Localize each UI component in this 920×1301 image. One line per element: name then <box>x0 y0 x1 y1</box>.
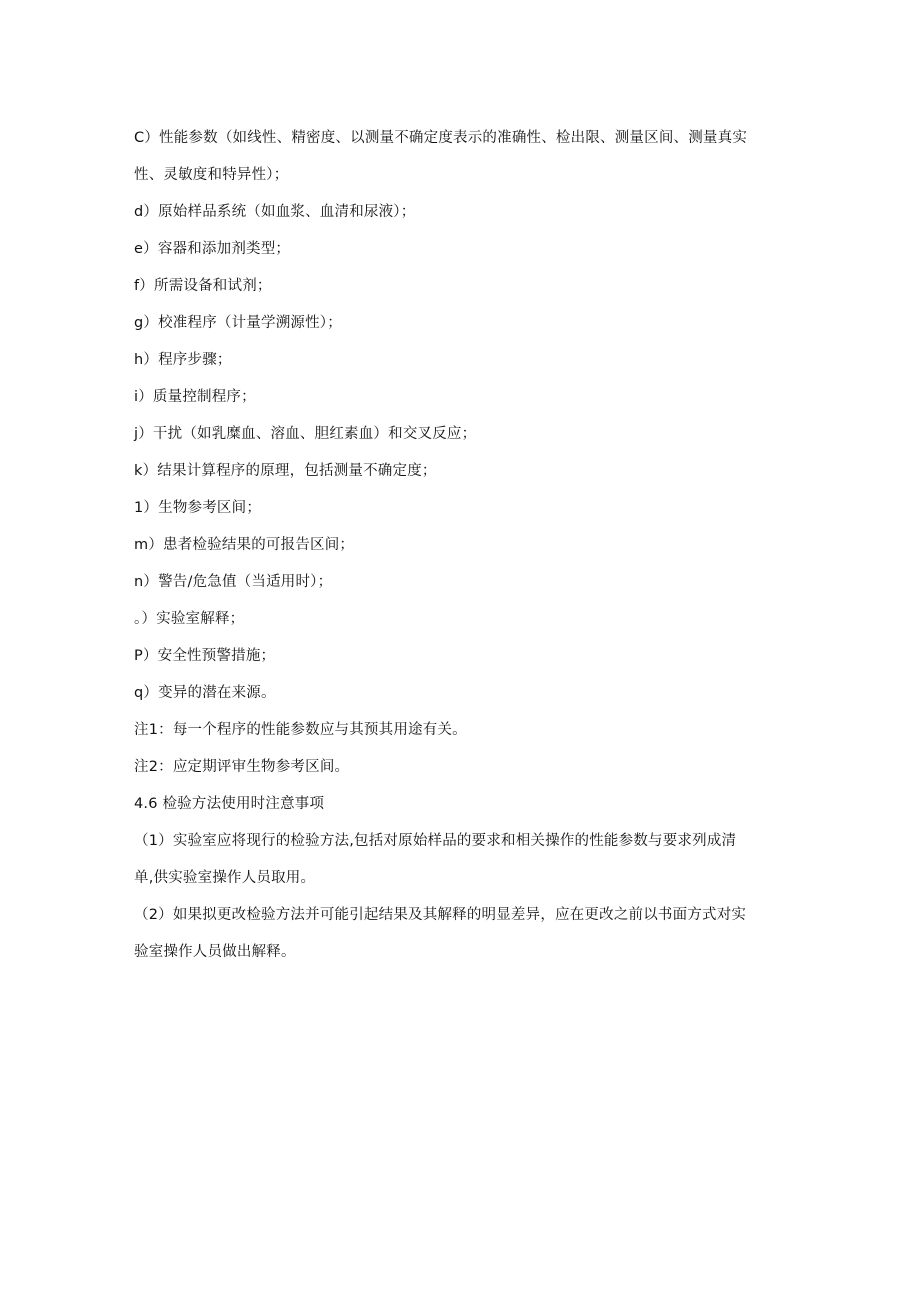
list-item-m: m）患者检验结果的可报告区间； <box>134 537 355 553</box>
section-heading-4-6: 4.6 检验方法使用时注意事项 <box>134 796 325 812</box>
list-item-h: h）程序步骤； <box>134 352 232 368</box>
list-item-k: k）结果计算程序的原理，包括测量不确定度； <box>134 463 437 479</box>
list-item-q: q）变异的潜在来源。 <box>134 685 276 701</box>
paragraph-2-line-1: （2）如果拟更改检验方法并可能引起结果及其解释的明显差异，应在更改之前以书面方式对实 <box>134 907 747 923</box>
list-item-c-line-2: 性、灵敏度和特异性）； <box>134 167 289 183</box>
note-1: 注1：每一个程序的性能参数应与其预其用途有关。 <box>134 722 467 738</box>
list-item-f: f）所需设备和试剂； <box>134 278 272 294</box>
list-item-g: g）校准程序（计量学溯源性）； <box>134 315 342 331</box>
paragraph-2-line-2: 验室操作人员做出解释。 <box>134 944 296 960</box>
list-item-d: d）原始样品系统（如血浆、血清和尿液）； <box>134 204 416 220</box>
paragraph-1-line-1: （1）实验室应将现行的检验方法,包括对原始样品的要求和相关操作的性能参数与要求列成清 <box>134 833 737 849</box>
list-item-c-line-1: C）性能参数（如线性、精密度、以测量不确定度表示的准确性、检出限、测量区间、测量真实 <box>134 130 748 146</box>
list-item-p: P）安全性预警措施； <box>134 648 276 664</box>
list-item-j: j）干扰（如乳糜血、溶血、胆红素血）和交叉反应； <box>134 426 477 442</box>
note-2: 注2：应定期评审生物参考区间。 <box>134 759 350 775</box>
list-item-e: e）容器和添加剂类型； <box>134 241 291 257</box>
list-item-i: i）质量控制程序； <box>134 389 256 405</box>
list-item-l: 1）生物参考区间； <box>134 500 262 516</box>
list-item-n: n）警告/危急值（当适用时）； <box>134 574 333 590</box>
list-item-o: 。）实验室解释； <box>134 611 245 627</box>
document-body <box>134 120 794 971</box>
paragraph-1-line-2: 单,供实验室操作人员取用。 <box>134 870 316 886</box>
